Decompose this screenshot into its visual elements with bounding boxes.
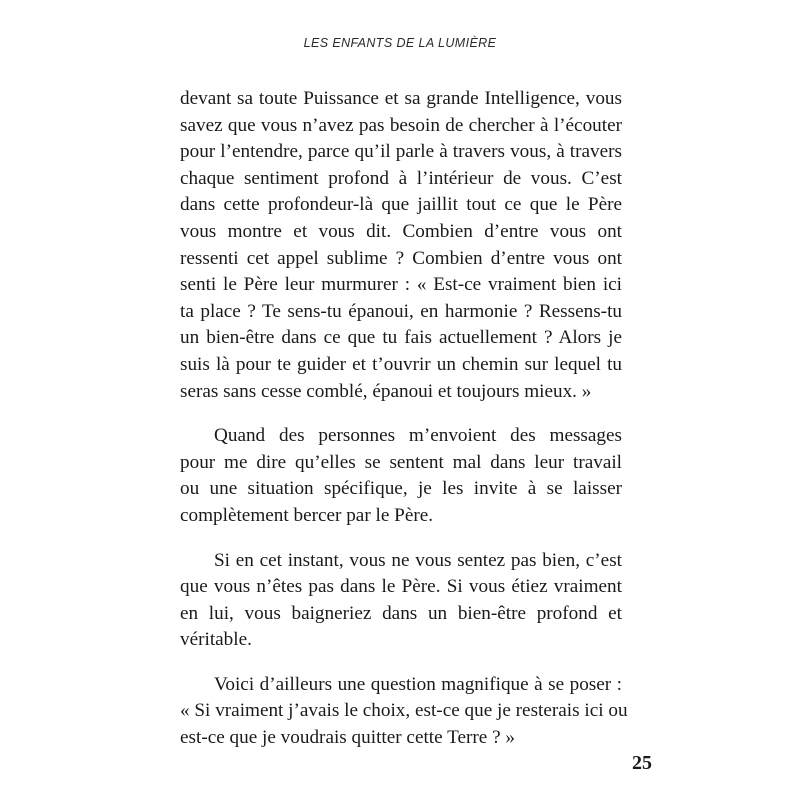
text-line: dans cette profondeur-là que jaillit tout ce que le Père: [180, 194, 622, 216]
text-line: Voici d’ailleurs une question magnifique à se poser :: [214, 673, 622, 695]
paragraph: [180, 423, 622, 529]
text-line: ta place ? Te sens-tu épanoui, en harmonie ? Ressens-tu: [180, 300, 622, 322]
text-line: véritable.: [180, 629, 252, 651]
text-line: devant sa toute Puissance et sa grande Intelligence, vous: [180, 88, 622, 109]
text-line: pour l’entendre, parce qu’il parle à travers vous, à travers: [180, 141, 622, 163]
text-line: pour me dire qu’elles se sentent mal dans leur travail: [180, 451, 622, 473]
text-line: Si en cet instant, vous ne vous sentez pas bien, c’est: [214, 549, 622, 571]
text-line: est-ce que je voudrais quitter cette Terre ? »: [180, 727, 515, 749]
text-line: complètement bercer par le Père.: [180, 504, 434, 526]
paragraph: [180, 548, 622, 654]
text-line: savez que vous n’avez pas besoin de chercher à l’écouter: [180, 114, 622, 136]
paragraph: [180, 672, 628, 752]
text-line: vous montre et vous dit. Combien d’entre vous ont: [180, 220, 622, 242]
text-line: un bien-être dans ce que tu fais actuellement ? Alors je: [180, 327, 622, 349]
text-line: Quand des personnes m’envoient des messages: [214, 425, 622, 447]
text-line: ressenti cet appel sublime ? Combien d’entre vous ont: [180, 247, 622, 269]
text-line: « Si vraiment j’avais le choix, est-ce que je resterais ici ou: [180, 700, 628, 722]
running-header: LES ENFANTS DE LA LUMIÈRE: [303, 36, 497, 50]
body-text: [180, 86, 628, 770]
text-line: senti le Père leur murmurer : « Est-ce vraiment bien ici: [180, 274, 622, 296]
text-line: suis là pour te guider et t’ouvrir un chemin sur lequel tu: [180, 353, 622, 375]
text-line: chaque sentiment profond à l’intérieur de vous. C’est: [180, 167, 622, 189]
paragraph: [180, 86, 622, 405]
page-number: 25: [632, 752, 652, 774]
text-line: en lui, vous baigneriez dans un bien-être profond et: [180, 602, 622, 624]
text-line: ou une situation spécifique, je les invite à se laisser: [180, 478, 622, 500]
text-line: seras sans cesse comblé, épanoui et toujours mieux. »: [180, 380, 592, 402]
text-line: que vous n’êtes pas dans le Père. Si vous étiez vraiment: [180, 576, 622, 598]
